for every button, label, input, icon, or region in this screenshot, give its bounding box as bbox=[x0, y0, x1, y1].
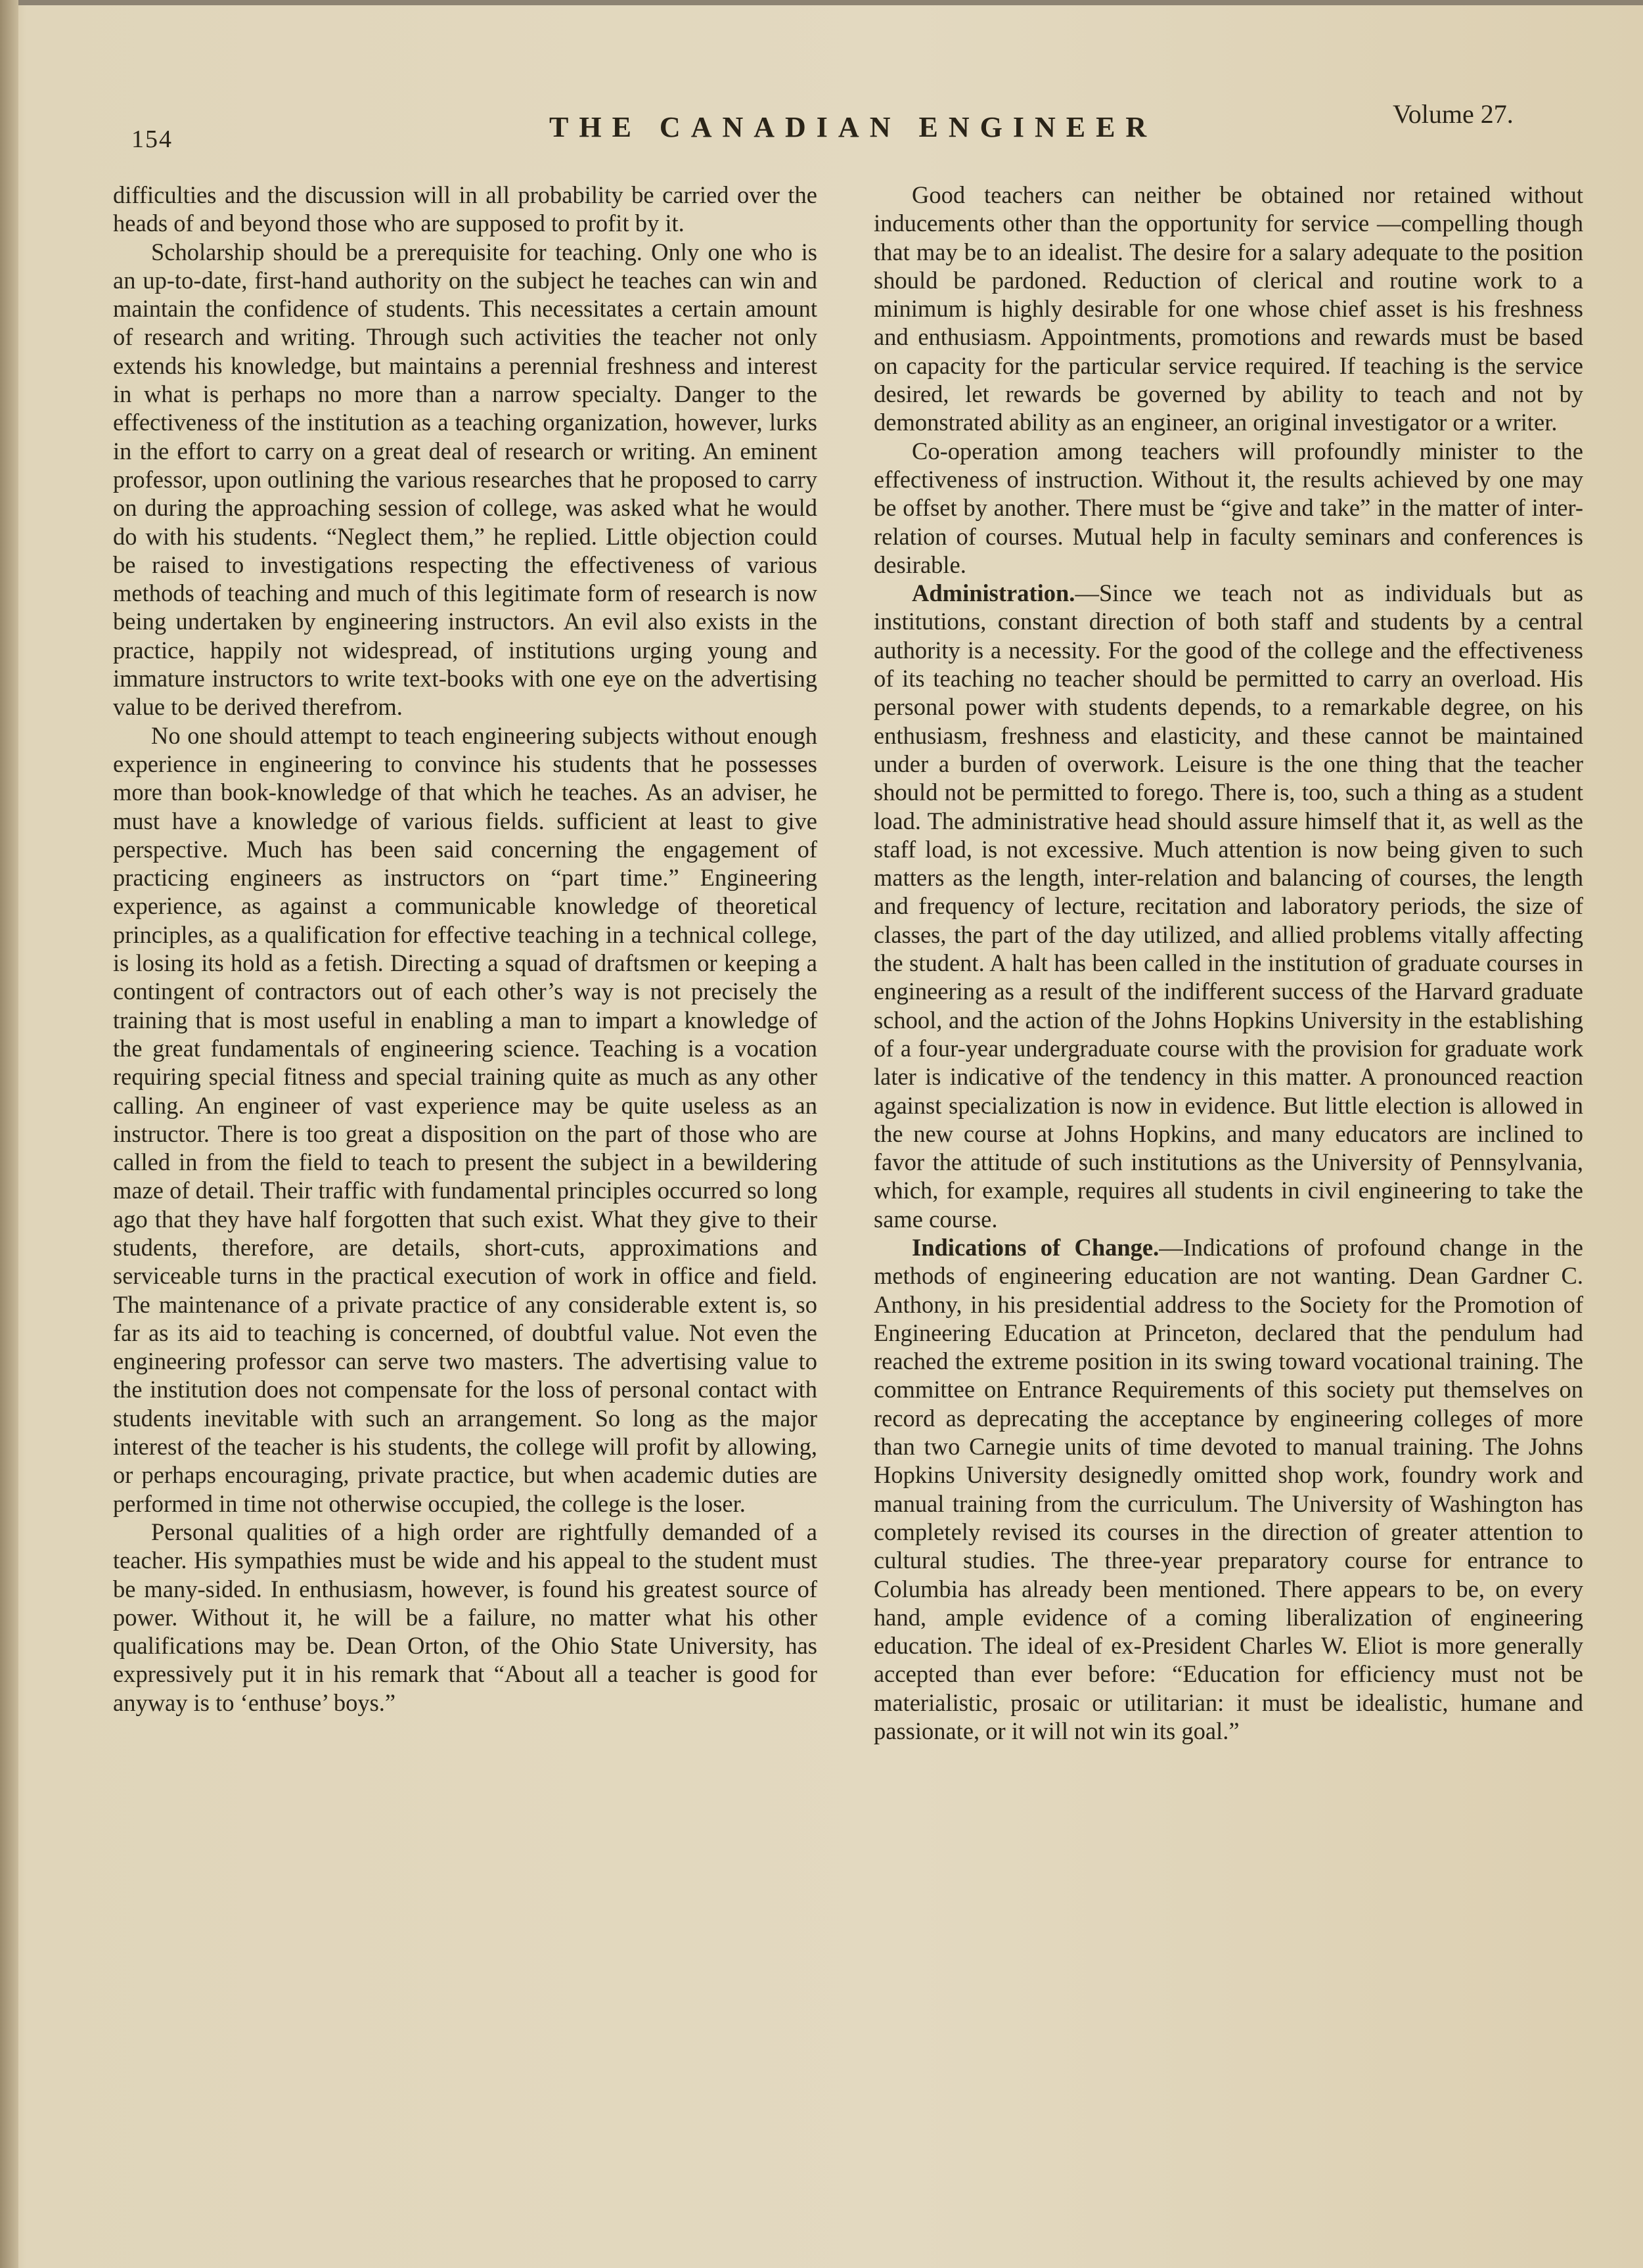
left-paragraph-3: No one should attempt to teach engineering subjects without enough experience in engineering to convince his students that he possesses more than book-knowledge of that which he teaches. As an adviser, he must have a knowledge of various fields. sufficient at least to give perspective. Much has been said concerning the engagement of practicing engineers as instructors on “part time.” Engineering experience, as against a communicable knowledge of theoretical principles, as a qualification for effective teaching in a technical college, is losing its hold as a fetish. Directing a squad of draftsmen or keeping a contingent of contractors out of each other’s way is not precisely the training that is most useful in enabling a man to impart a knowledge of the great fundamentals of engineering science. Teaching is a vocation requiring special fitness and special training quite as much as any other calling. An engineer of vast experience may be quite useless as an instructor. There is too great a disposition on the part of those who are called in from the field to teach to present the subject in a bewildering maze of detail. Their traffic with fundamental principles occurred so long ago that they have half forgotten that such exist. What they give to their students, therefore, are details, short-cuts, approximations and serviceable turns in the practical execution of work in office and field. The maintenance of a private practice of any considerable extent is, so far as its aid to teaching is concerned, of doubtful value. Not even the engineering professor can serve two masters. The advertising value to the institution does not compensate for the loss of personal contact with students inevitable with such an arrangement. So long as the major interest of the teacher is his students, the college will profit by allowing, or perhaps encouraging, private practice, but when academic duties are performed in time not otherwise occupied, the college is the loser. bbox=[113, 721, 817, 1517]
volume-label: Volume 27. bbox=[1393, 99, 1514, 129]
right-paragraph-1: Good teachers can neither be obtained nor retained without inducements other than the opportunity for service —compelling though that may be to an idealist. The desire for a salary adequate to the position should be pardoned. Reduction of clerical and routine work to a minimum is highly desirable for one whose chief asset is his freshness and enthusiasm. Appointments, promotions and rewards must be based on capacity for the particular service required. If teaching is the service desired, let rewards be governed by ability to teach and not by demonstrated ability as an engineer, an original investigator or a writer. bbox=[874, 181, 1583, 436]
right-paragraph-3 bbox=[874, 579, 1583, 1233]
left-paragraph-1: difficulties and the discussion will in all probability be carried over the heads of and beyond those who are supposed to profit by it. bbox=[113, 181, 817, 237]
section-heading-administration: Administration. bbox=[912, 579, 1075, 607]
right-column bbox=[874, 181, 1583, 1745]
page-header bbox=[0, 92, 1643, 164]
binding-edge bbox=[0, 0, 18, 2268]
page-number: 154 bbox=[131, 125, 173, 153]
section-heading-indications-of-change: Indications of Change. bbox=[912, 1233, 1159, 1261]
journal-title: THE CANADIAN ENGINEER bbox=[549, 111, 1158, 143]
section-body-indications-of-change: —Indications of profound change in the methods of engineering education are not wanting. Dean Gardner C. Anthony, in his presidential address to the Society for the Promotion of Engineering Education at Princeton, declared that the pendulum had reached the extreme position in its swing toward vocational training. The committee on Entrance Requirements of this society put themselves on record as deprecating the acceptance by engineering colleges of more than two Carnegie units of time devoted to manual training. The Johns Hopkins University designedly omitted shop work, foundry work and manual training from the curriculum. The University of Washington has completely revised its courses in the direction of greater attention to cultural studies. The three-year preparatory course for entrance to Columbia has already been mentioned. There appears to be, on every hand, ample evidence of a coming liberalization of engineering education. The ideal of ex-President Charles W. Eliot is more generally accepted than ever before: “Education for efficiency must not be materialistic, prosaic or utilitarian: it must be idealistic, humane and passionate, or it will not win its goal.” bbox=[874, 1233, 1583, 1745]
left-column bbox=[113, 181, 817, 1717]
page-top-edge bbox=[0, 0, 1643, 5]
right-paragraph-4 bbox=[874, 1233, 1583, 1745]
right-paragraph-2: Co-operation among teachers will profoundly minister to the effectiveness of instruction. Without it, the results achieved by one may be offset by another. There must be “give and take” in the matter of inter-relation of courses. Mutual help in faculty seminars and conferences is desirable. bbox=[874, 437, 1583, 578]
section-body-administration: —Since we teach not as individuals but as institutions, constant direction of both staff and students by a central authority is a necessity. For the good of the college and the effectiveness of its teaching no teacher should be permitted to carry an overload. His personal power with students depends, to a remarkable degree, on his enthusiasm, freshness and elasticity, and these cannot be maintained under a burden of overwork. Leisure is the one thing that the teacher should not be permitted to forego. There is, too, such a thing as a student load. The administrative head should assure himself that it, as well as the staff load, is not excessive. Much attention is now being given to such matters as the length, inter-relation and balancing of courses, the length and frequency of lecture, recitation and laboratory periods, the size of classes, the part of the day utilized, and allied problems vitally affecting the student. A halt has been called in the institution of graduate courses in engineering as a result of the indifferent success of the Harvard graduate school, and the action of the Johns Hopkins University in the establishing of a four-year undergraduate course with the provision for graduate work later is indicative of the tendency in this matter. A pronounced reaction against specialization is now in evidence. But little election is allowed in the new course at Johns Hopkins, and many educators are inclined to favor the attitude of such institutions as the University of Pennsylvania, which, for example, requires all students in civil engineering to take the same course. bbox=[874, 579, 1583, 1233]
left-paragraph-2: Scholarship should be a prerequisite for teaching. Only one who is an up-to-date, first-hand authority on the subject he teaches can win and maintain the confidence of students. This necessitates a certain amount of research and writing. Through such activities the teacher not only extends his knowledge, but maintains a perennial freshness and interest in what is perhaps no more than a narrow specialty. Danger to the effectiveness of the institution as a teaching organization, however, lurks in the effort to carry on a great deal of research or writing. An eminent professor, upon outlining the various researches that he proposed to carry on during the approaching session of college, was asked what he would do with his students. “Neglect them,” he replied. Little objection could be raised to investigations respecting the effectiveness of various methods of teaching and much of this legitimate form of research is now being undertaken by engineering instructors. An evil also exists in the practice, happily not widespread, of institutions urging young and immature instructors to write text-books with one eye on the advertising value to be derived therefrom. bbox=[113, 238, 817, 721]
left-paragraph-4: Personal qualities of a high order are rightfully demanded of a teacher. His sympathies must be wide and his appeal to the student must be many-sided. In enthusiasm, however, is found his greatest source of power. Without it, he will be a failure, no matter what his other qualifications may be. Dean Orton, of the Ohio State University, has expressively put it in his remark that “About all a teacher is good for anyway is to ‘enthuse’ boys.” bbox=[113, 1518, 817, 1716]
